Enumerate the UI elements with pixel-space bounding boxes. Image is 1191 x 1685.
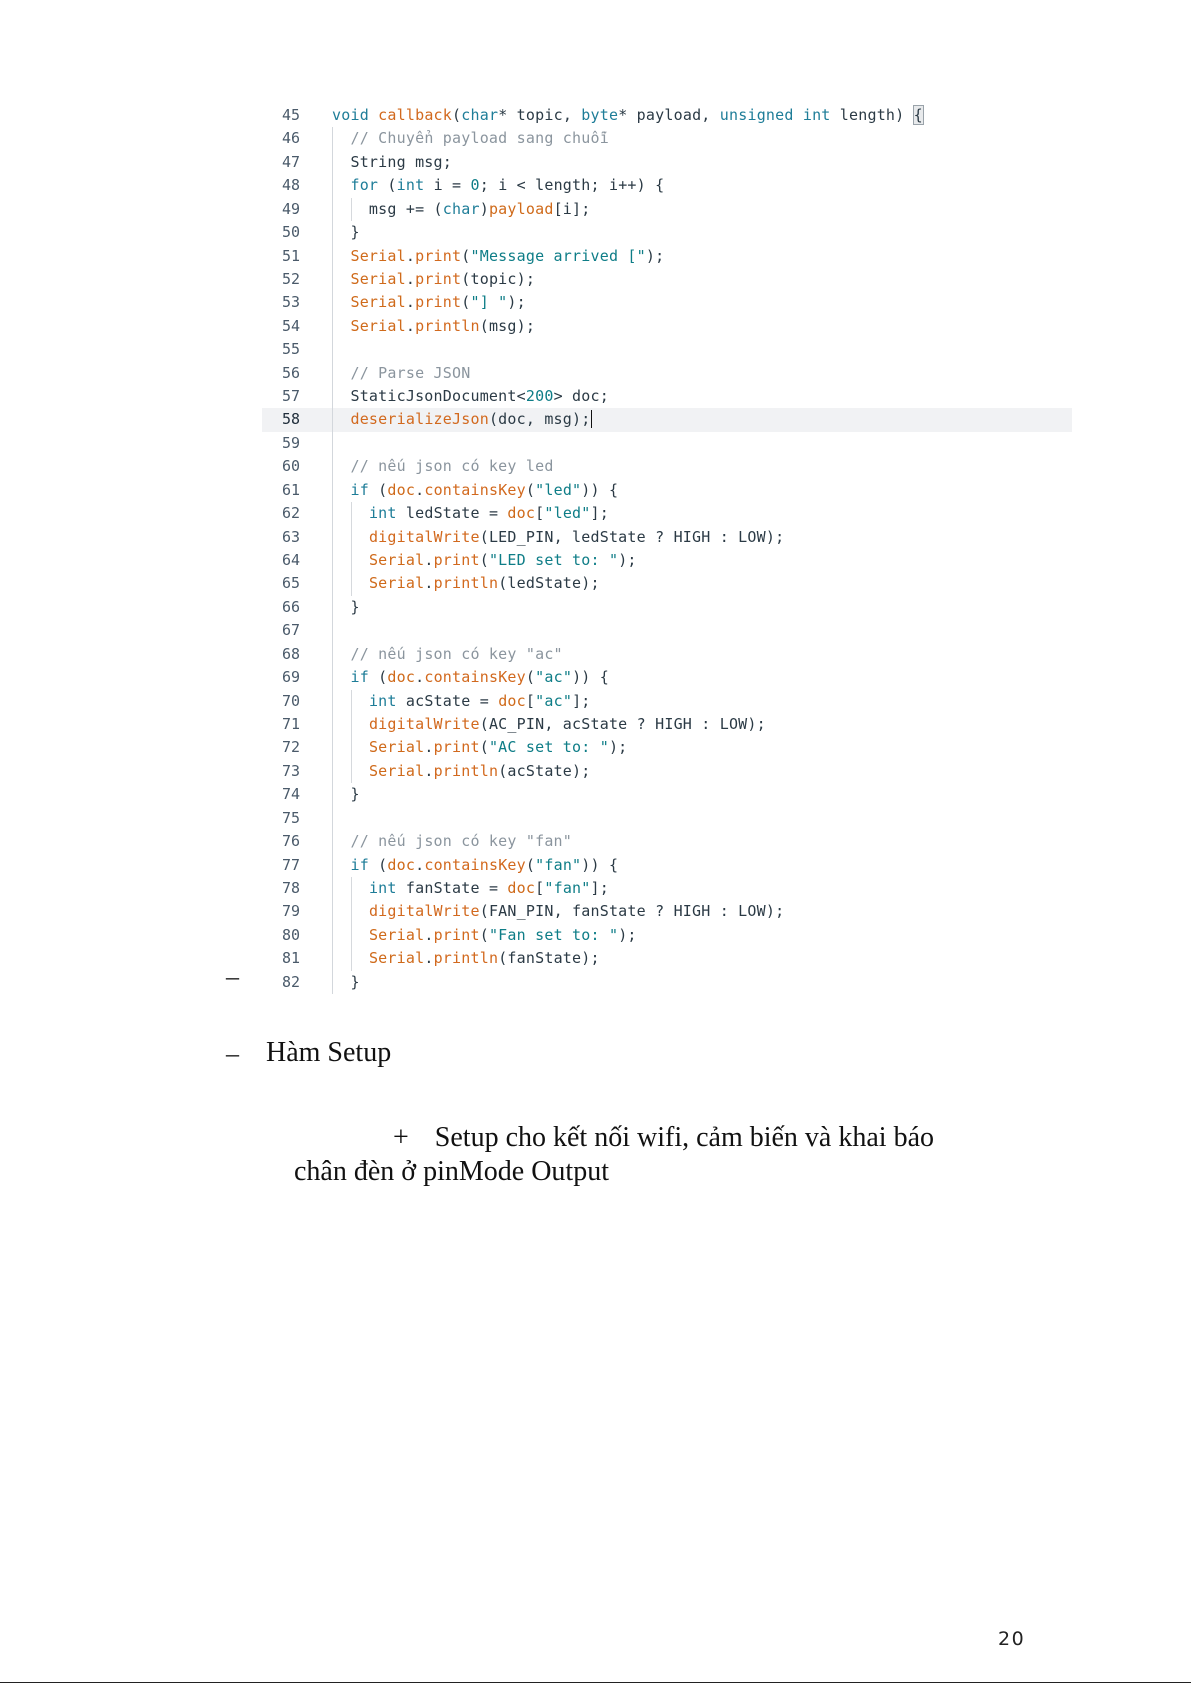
code-line bbox=[262, 760, 1072, 783]
code-text: Serial.print(topic); bbox=[350, 269, 536, 288]
line-number: 49 bbox=[281, 199, 300, 218]
code-line bbox=[262, 666, 1072, 689]
line-number: 67 bbox=[281, 621, 300, 640]
code-text: Serial.print("] "); bbox=[350, 293, 526, 312]
code-line bbox=[262, 947, 1072, 970]
code-text: String msg; bbox=[332, 152, 452, 171]
code-text: StaticJsonDocument<200> doc; bbox=[332, 387, 609, 406]
line-number: 66 bbox=[281, 597, 300, 616]
code-line bbox=[262, 502, 1072, 525]
code-text: Serial.print("Message arrived ["); bbox=[350, 246, 665, 265]
code-line bbox=[262, 151, 1072, 174]
code-text: msg += (char)payload[i]; bbox=[332, 199, 591, 218]
code-text: } bbox=[332, 785, 360, 804]
code-line bbox=[262, 315, 1072, 338]
line-number: 56 bbox=[281, 363, 300, 382]
code-line bbox=[262, 432, 1072, 455]
code-line bbox=[262, 174, 1072, 197]
code-text: int fanState = doc["fan"]; bbox=[368, 878, 609, 897]
code-text: int acState = doc["ac"]; bbox=[368, 691, 591, 710]
line-number: 61 bbox=[281, 480, 300, 499]
code-line bbox=[262, 713, 1072, 736]
code-line bbox=[262, 877, 1072, 900]
code-text: if (doc.containsKey("fan")) { bbox=[350, 855, 619, 874]
indent-guide bbox=[332, 619, 333, 642]
line-number: 59 bbox=[281, 433, 300, 452]
line-number: 52 bbox=[281, 269, 300, 288]
code-text: Serial.println(msg); bbox=[350, 316, 536, 335]
code-line bbox=[262, 268, 1072, 291]
stray-bullet-dash: – bbox=[226, 962, 239, 991]
line-number: 70 bbox=[281, 691, 300, 710]
code-text: // nếu json có key "fan" bbox=[350, 832, 573, 851]
code-line bbox=[262, 807, 1072, 830]
line-number: 58 bbox=[281, 410, 300, 429]
indent-guide bbox=[332, 807, 333, 830]
code-text: Serial.println(fanState); bbox=[368, 949, 600, 968]
code-line bbox=[262, 455, 1072, 478]
line-number: 69 bbox=[281, 668, 300, 687]
code-line bbox=[262, 526, 1072, 549]
code-text: deserializeJson(doc, msg); bbox=[350, 410, 591, 429]
code-line bbox=[262, 127, 1072, 150]
line-number: 76 bbox=[281, 832, 300, 851]
code-text: digitalWrite(AC_PIN, acState ? HIGH : LOW); bbox=[368, 714, 766, 733]
line-number: 54 bbox=[281, 316, 300, 335]
code-line bbox=[262, 549, 1072, 572]
sub-bullet-line1 bbox=[393, 1122, 934, 1154]
code-text: } bbox=[332, 597, 360, 616]
line-number: 80 bbox=[281, 925, 300, 944]
code-line bbox=[262, 104, 1072, 127]
line-number: 55 bbox=[281, 340, 300, 359]
line-number: 46 bbox=[281, 129, 300, 148]
heading-bullet-dash: – bbox=[226, 1039, 239, 1068]
code-text: Serial.print("LED set to: "); bbox=[368, 551, 637, 570]
code-line bbox=[262, 924, 1072, 947]
page-number: 20 bbox=[998, 1628, 1026, 1650]
line-number: 51 bbox=[281, 246, 300, 265]
indent-guide bbox=[332, 338, 333, 361]
line-number: 72 bbox=[281, 738, 300, 757]
code-text: digitalWrite(LED_PIN, ledState ? HIGH : LOW); bbox=[368, 527, 785, 546]
code-text: Serial.println(acState); bbox=[368, 761, 591, 780]
code-text: if (doc.containsKey("led")) { bbox=[350, 480, 619, 499]
code-text: } bbox=[332, 972, 360, 991]
line-number: 57 bbox=[281, 387, 300, 406]
line-number: 71 bbox=[281, 714, 300, 733]
code-text: Serial.println(ledState); bbox=[368, 574, 600, 593]
line-number: 75 bbox=[281, 808, 300, 827]
code-text: int ledState = doc["led"]; bbox=[368, 504, 609, 523]
line-number: 62 bbox=[281, 504, 300, 523]
code-line bbox=[262, 830, 1072, 853]
code-line bbox=[262, 783, 1072, 806]
code-line bbox=[262, 900, 1072, 923]
code-line bbox=[262, 736, 1072, 759]
code-text: // Chuyển payload sang chuỗi bbox=[350, 129, 609, 148]
code-line-active bbox=[262, 408, 1072, 431]
sub-bullet-line2: chân đèn ở pinMode Output bbox=[294, 1156, 609, 1187]
line-number: 63 bbox=[281, 527, 300, 546]
code-line bbox=[262, 479, 1072, 502]
line-number: 48 bbox=[281, 176, 300, 195]
indent-guide bbox=[332, 432, 333, 455]
code-line bbox=[262, 690, 1072, 713]
code-line bbox=[262, 291, 1072, 314]
line-number: 64 bbox=[281, 551, 300, 570]
code-line bbox=[262, 971, 1072, 994]
code-line bbox=[262, 362, 1072, 385]
code-text: Serial.print("Fan set to: "); bbox=[368, 925, 637, 944]
code-text: // nếu json có key led bbox=[350, 457, 554, 476]
code-line bbox=[262, 245, 1072, 268]
code-line bbox=[262, 572, 1072, 595]
code-line bbox=[262, 338, 1072, 361]
line-number: 74 bbox=[281, 785, 300, 804]
line-number: 47 bbox=[281, 152, 300, 171]
code-line bbox=[262, 596, 1072, 619]
line-number: 68 bbox=[281, 644, 300, 663]
text-caret bbox=[591, 410, 592, 428]
line-number: 73 bbox=[281, 761, 300, 780]
code-line bbox=[262, 198, 1072, 221]
code-text: if (doc.containsKey("ac")) { bbox=[350, 668, 609, 687]
code-line bbox=[262, 385, 1072, 408]
code-text: Serial.print("AC set to: "); bbox=[368, 738, 628, 757]
code-line bbox=[262, 854, 1072, 877]
sub-bullet-marker: + bbox=[393, 1122, 409, 1153]
code-line bbox=[262, 221, 1072, 244]
line-number: 79 bbox=[281, 902, 300, 921]
code-line bbox=[262, 619, 1072, 642]
footer-rule bbox=[0, 1682, 1191, 1683]
code-text: } bbox=[332, 223, 360, 242]
line-number: 81 bbox=[281, 949, 300, 968]
line-number: 65 bbox=[281, 574, 300, 593]
line-number: 78 bbox=[281, 878, 300, 897]
sub-bullet-text: Setup cho kết nối wifi, cảm biến và khai báo bbox=[434, 1122, 934, 1153]
line-number: 82 bbox=[281, 972, 300, 991]
code-text: void callback(char* topic, byte* payload, unsigned int length) { bbox=[332, 106, 923, 124]
line-number: 60 bbox=[281, 457, 300, 476]
code-text: digitalWrite(FAN_PIN, fanState ? HIGH : LOW); bbox=[368, 902, 785, 921]
code-text: for (int i = 0; i < length; i++) { bbox=[350, 176, 665, 195]
line-number: 77 bbox=[281, 855, 300, 874]
code-line bbox=[262, 643, 1072, 666]
code-screenshot bbox=[262, 104, 1072, 994]
line-number: 45 bbox=[281, 106, 300, 124]
code-text: // nếu json có key "ac" bbox=[350, 644, 563, 663]
code-text: // Parse JSON bbox=[350, 363, 471, 382]
section-heading: Hàm Setup bbox=[266, 1037, 392, 1068]
line-number: 50 bbox=[281, 223, 300, 242]
line-number: 53 bbox=[281, 293, 300, 312]
